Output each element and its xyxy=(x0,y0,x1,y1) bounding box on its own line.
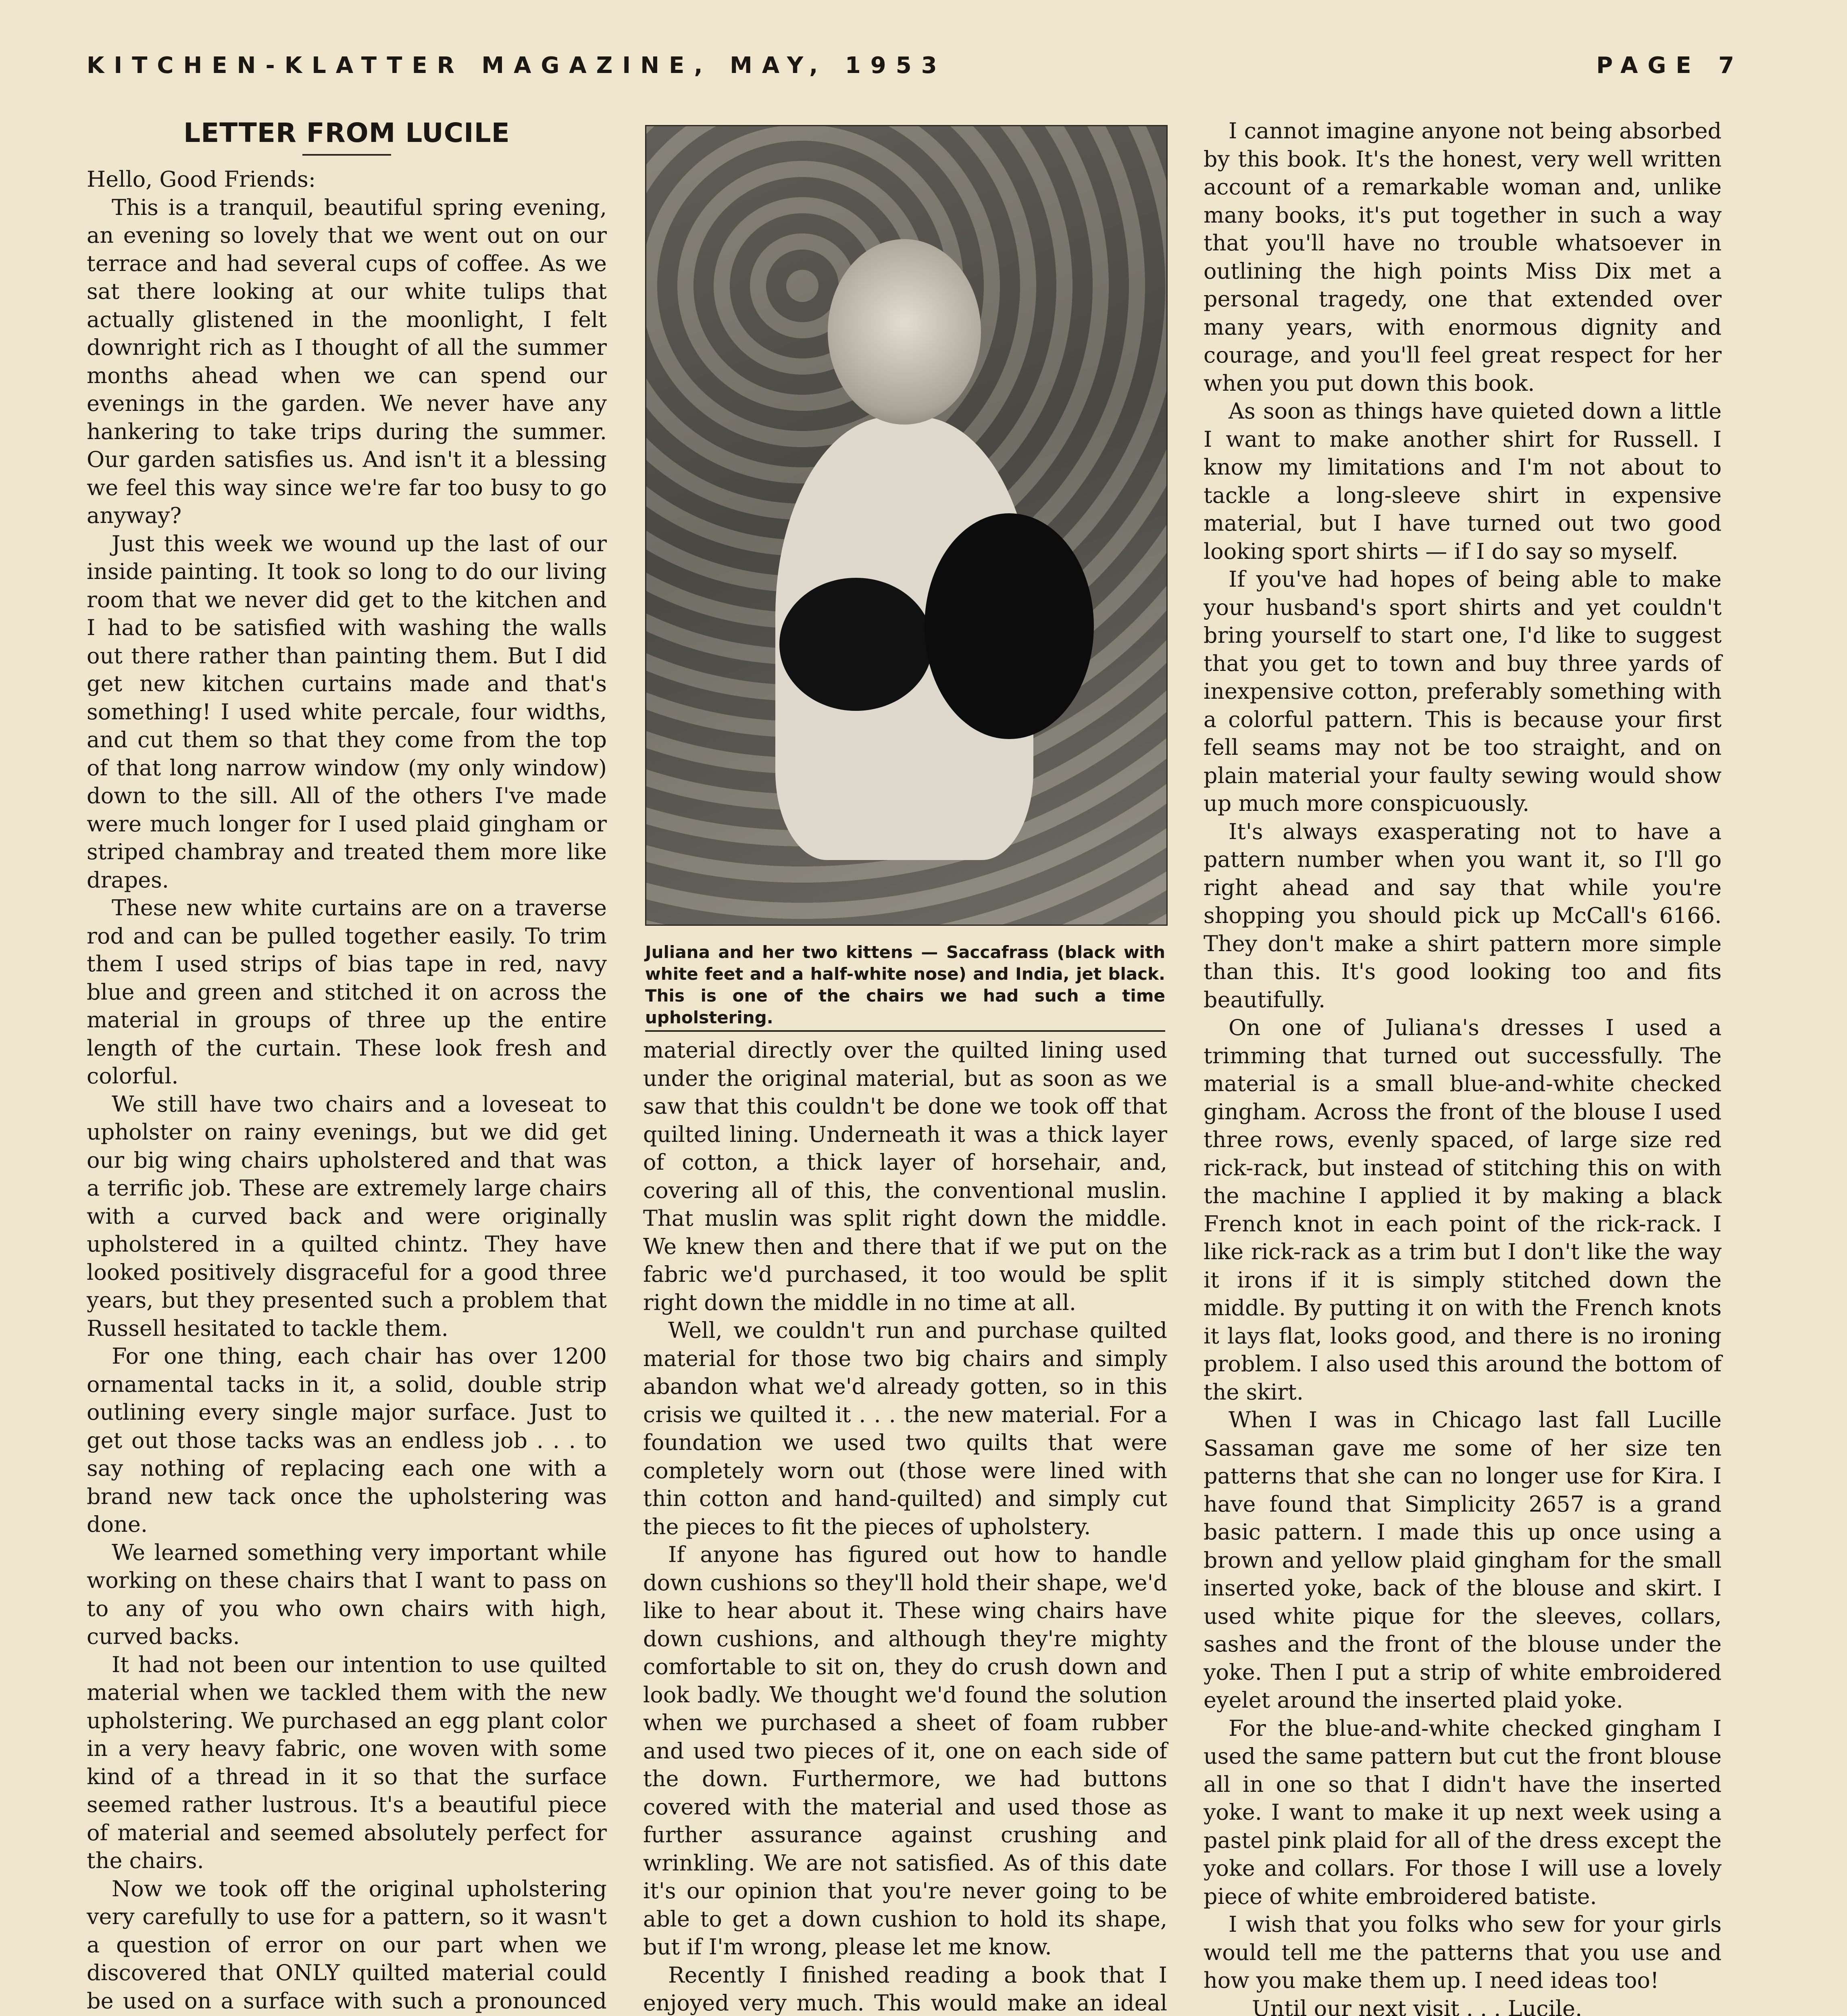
paragraph: As soon as things have quieted down a little I want to make another shirt for Russell. I know my limitations and I'm not about to tackle a long-sleeve shirt in expensive material, but I have turned out two good looking sport shirts — if I do say so myself. xyxy=(1204,398,1722,564)
paragraph: Now we took off the original upholstering very carefully to use for a pattern, so it wasn't a question of error on our part when we discovered that ONLY quilted material could be used on a surface with such a pronounced xyxy=(87,1876,607,2014)
paragraph: If anyone has figured out how to handle down cushions so they'll hold their shape, we'd like to hear about it. These wing chairs have down cushions, and although they're mighty comfortable to sit on, they do crush down and look badly. We thought we'd found the solution when we purchased a sheet of foam rubber and used two pieces of it, one on each side of the down. Furthermore, we had buttons covered with the material and used those as further assurance against crushing and wrinkling. We are not satisfied. As of this date it's our opinion that you're never going to be able to get a down cushion to hold its shape, but if I'm wrong, please let me know. xyxy=(643,1542,1167,1960)
photo-girl-head xyxy=(828,239,981,425)
title-rule xyxy=(302,154,391,156)
signoff: Until our next visit . . . Lucile. xyxy=(1252,1995,1583,2016)
salutation: Hello, Good Friends: xyxy=(87,167,316,192)
paragraph: On one of Juliana's dresses I used a trimming that turned out successfully. The material is a small blue-and-white checked gingham. Across the front of the blouse I used three rows, evenly spaced, of large size red rick-rack, but instead of stitching this on with the machine I applied it by making a black French knot in each point of the rick-rack. I like rick-rack as a trim but I don't like the way it irons if it is simply stitched down the middle. By putting it on with the French knots it lays flat, looks good, and there is no ironing problem. I also used this around the bottom of the skirt. xyxy=(1204,1015,1722,1405)
caption-rule xyxy=(645,1030,1165,1032)
paragraph: Just this week we wound up the last of our inside painting. It took so long to do our living room that we never did get to the kitchen and I had to be satisfied with washing the walls out there rather than painting them. But I did get new kitchen curtains made and that's something! I used white percale, four widths, and cut them so that they come from the top of that long narrow window (my only window) down to the sill. All of the others I've made were much longer for I used plaid gingham or striped chambray and treated them more like drapes. xyxy=(87,531,607,893)
masthead xyxy=(87,52,1744,89)
paragraph: It had not been our intention to use quilted material when we tackled them with the new upholstering. We purchased an egg plant color in a very heavy fabric, one woven with some kind of a thread in it so that the surface seemed rather lustrous. It's a beautiful piece of material and seemed absolutely perfect for the chairs. xyxy=(87,1652,607,1873)
page-number: PAGE 7 xyxy=(1596,52,1744,79)
photo-caption: Juliana and her two kittens — Saccafrass (black with white feet and a half-white nose) and India, jet black. This is one of the chairs we had such a time upholstering. xyxy=(645,942,1165,1027)
masthead-title: KITCHEN-KLATTER MAGAZINE, MAY, 1953 xyxy=(87,52,947,79)
paragraph: I cannot imagine anyone not being absorbed by this book. It's the honest, very well written account of a remarkable woman and, unlike many books, it's put together in such a way that you'll have no trouble whatsoever in outlining the high points Miss Dix met a personal tragedy, one that extended over many years, with enormous dignity and courage, and you'll feel great respect for her when you put down this book. xyxy=(1204,118,1722,396)
photo-kitten-2 xyxy=(925,513,1094,739)
photo-kitten-1 xyxy=(779,578,933,711)
column-3 xyxy=(1204,117,1722,2016)
column-1 xyxy=(87,117,607,2016)
paragraph: material directly over the quilted lining used under the original material, but as soon as we saw that this couldn't be done we took off that quilted lining. Underneath it was a thick layer of cotton, a thick layer of horsehair, and, covering all of this, the conventional muslin. That muslin was split right down the middle. We knew then and there that if we put on the fabric we'd purchased, it too would be split right down the middle in no time at all. xyxy=(643,1037,1167,1315)
paragraph: Well, we couldn't run and purchase quilted material for those two big chairs and simply abandon what we'd already gotten, so in this crisis we quilted it . . . the new material. For a foundation we used two quilts that were completely worn out (those were lined with thin cotton and hand-quilted) and simply cut the pieces to fit the pieces of upholstery. xyxy=(643,1318,1167,1539)
paragraph: When I was in Chicago last fall Lucille Sassaman gave me some of her size ten patterns that she can no longer use for Kira. I have found that Simplicity 2657 is a grand basic pattern. I made this up once using a brown and yellow plaid gingham for the small inserted yoke, back of the blouse and skirt. I used white pique for the sleeves, collars, sashes and the front of the blouse under the yoke. Then I put a strip of white embroidered eyelet around the inserted plaid yoke. xyxy=(1204,1407,1722,1713)
paragraph: This is a tranquil, beautiful spring evening, an evening so lovely that we went out on our terrace and had several cups of coffee. As we sat there looking at our white tulips that actually glistened in the moonlight, I felt downright rich as I thought of all the summer months ahead when we can spend our evenings in the garden. We never have any hankering to take trips during the summer. Our garden satisfies us. And isn't it a blessing we feel this way since we're far too busy to go anyway? xyxy=(87,194,607,528)
column-2 xyxy=(643,1036,1167,2016)
paragraph: These new white curtains are on a traverse rod and can be pulled together easily. To trim them I used strips of bias tape in red, navy blue and green and stitched it on across the material in groups of three up the entire length of the curtain. These look fresh and colorful. xyxy=(87,895,607,1089)
paragraph: We still have two chairs and a loveseat to upholster on rainy evenings, but we did get our big wing chairs upholstered and that was a terrific job. These are extremely large chairs with a curved back and were originally upholstered in a quilted chintz. They have looked positively disgraceful for a good three years, but they presented such a problem that Russell hesitated to tackle them. xyxy=(87,1091,607,1341)
paragraph: I wish that you folks who sew for your girls would tell me the patterns that you use and how you make them up. I need ideas too! xyxy=(1204,1912,1722,1993)
photo-juliana-kittens xyxy=(645,125,1168,926)
paragraph: It's always exasperating not to have a pattern number when you want it, so I'll go right ahead and say that while you're shopping you should pick up McCall's 6166. They don't make a shirt pattern more simple than this. It's good looking too and fits beautifully. xyxy=(1204,818,1722,1012)
paragraph: We learned something very important while working on these chairs that I want to pass on to any of you who own chairs with high, curved backs. xyxy=(87,1539,607,1649)
paragraph: For one thing, each chair has over 1200 ornamental tacks in it, a solid, double strip outlining every single major surface. Just to get out those tacks was an endless job . . . to say nothing of replacing each one with a brand new tack once the upholstering was done. xyxy=(87,1343,607,1537)
paragraph: If you've had hopes of being able to make your husband's sport shirts and yet couldn't bring yourself to start one, I'd like to suggest that you get to town and buy three yards of inexpensive cotton, preferably something with a colorful pattern. This is because your first fell seams may not be too straight, and on plain material your faulty sewing would show up much more conspicuously. xyxy=(1204,566,1722,816)
paragraph: For the blue-and-white checked gingham I used the same pattern but cut the front blouse all in one so that I didn't have the inserted yoke. I want to make it up next week using a pastel pink plaid for all of the dress except the yoke and collars. For those I will use a lovely piece of white embroidered batiste. xyxy=(1204,1715,1722,1909)
article-title: LETTER FROM LUCILE xyxy=(183,117,510,148)
paragraph: Recently I finished reading a book that I enjoyed very much. This would make an ideal xyxy=(643,1962,1167,2016)
